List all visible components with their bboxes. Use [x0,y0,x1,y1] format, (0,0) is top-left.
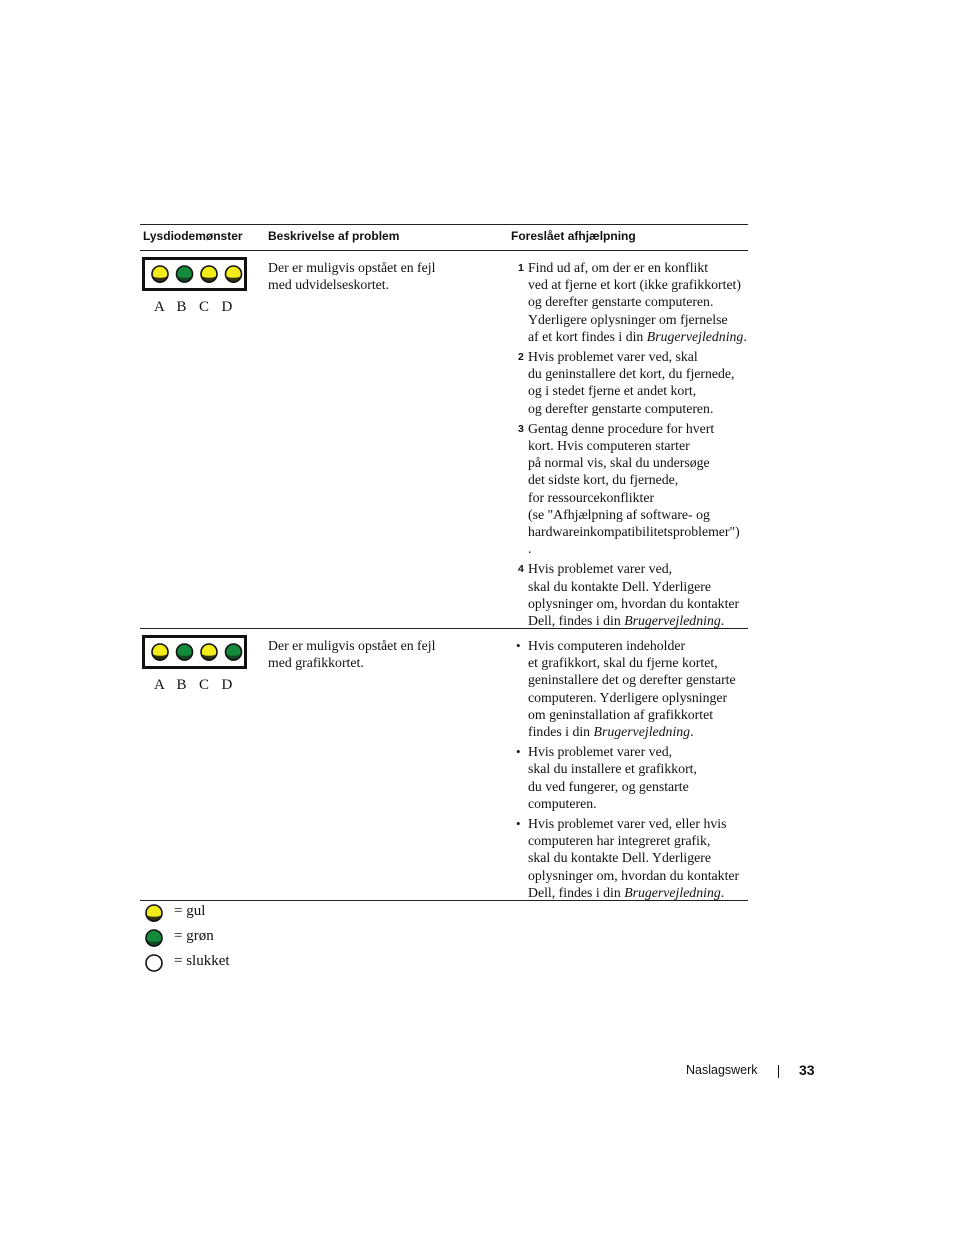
fix-step [518,743,748,812]
led-pattern [142,635,247,669]
led-letter: A [154,677,165,693]
led-letter: C [199,299,210,315]
step-text-tail: . [690,724,694,740]
fix-step [518,348,748,417]
fix-step [518,420,748,558]
led-green [177,266,193,283]
table-header [140,224,748,251]
fix-step [518,637,748,740]
step-text: og i stedet fjerne et andet kort, [528,383,697,399]
led-letter: D [221,299,233,315]
problem-description [268,259,468,293]
step-text: ved at fjerne et kort (ikke grafikkortet) [528,277,741,293]
step-line [528,671,748,688]
step-text: Find ud af, om der er en konflikt [528,260,709,275]
led-letter: D [221,677,233,693]
step-text-tail: . [720,884,725,900]
step-text-tail: . [720,613,725,629]
step-line [528,867,748,884]
step-line [528,489,748,506]
led-letter: B [176,677,187,693]
step-text: findes i din [528,724,594,740]
legend-label: = slukket [174,953,230,969]
step-line [528,849,748,866]
step-text: oplysninger om, hvordan du kontakter [528,595,740,611]
step-text: om geninstallation af grafikkortet [528,706,714,722]
step-number: 1 [518,262,524,274]
step-text: Gentag denne procedure for hvert [528,420,715,436]
legend-label: = grøn [174,928,214,944]
led-green [177,644,193,661]
led-letter: A [154,299,165,315]
led-yellow [201,266,217,283]
step-text: og derefter genstarte computeren. [528,294,714,310]
led-yellow [201,644,217,661]
step-line [528,723,748,740]
manual-reference: Brugervejledning [624,884,721,900]
step-line [528,795,748,812]
step-text: et grafikkort, skal du fjerne kortet, [528,655,718,671]
step-line [528,471,748,488]
step-number: 2 [518,351,524,364]
led-off-icon [144,953,164,973]
step-text: det sidste kort, du fjernede, [528,472,679,488]
step-line [528,311,748,328]
led-off [146,955,162,971]
step-line [528,815,748,832]
header-problem-description: Beskrivelse af problem [268,229,400,243]
step-number: 4 [518,563,524,576]
led-yellow [152,644,168,661]
step-line [528,689,748,706]
step-line [528,595,748,612]
suggested-fix [518,637,748,904]
led-yellow [146,905,162,922]
problem-description [268,637,468,671]
description-line: Der er muligvis opstået en fejl [268,260,436,275]
step-text: . [528,541,532,557]
step-line [528,454,748,471]
step-line [528,259,748,276]
step-line [528,523,748,540]
manual-reference: Brugervejledning [593,724,691,740]
led-letters [154,299,244,316]
table-row [140,629,748,901]
step-text: Dell, findes i din [528,884,625,900]
step-text: (se "Afhjælpning af software- og [528,506,710,522]
fix-step [518,259,748,345]
led-letter: B [176,299,187,315]
description-line: med udvidelseskortet. [268,277,390,293]
step-text: du ved fungerer, og genstarte [528,778,689,794]
bullet-marker: • [516,816,521,832]
step-text: skal du kontakte Dell. Yderligere [528,850,712,866]
step-text: Yderligere oplysninger om fjernelse [528,311,728,327]
step-text: skal du kontakte Dell. Yderligere [528,578,712,594]
step-line [528,637,748,654]
step-line [528,560,748,577]
step-line [528,328,748,345]
header-suggested-fix: Foreslået afhjælpning [511,229,636,243]
step-line [528,348,748,365]
step-text: på normal vis, skal du undersøge [528,455,710,471]
step-line [528,778,748,795]
led-yellow [152,266,168,283]
manual-reference: Brugervejledning [646,328,744,344]
step-text: hardwareinkompatibilitetsproblemer") [528,524,740,540]
footer-section-title: Naslagswerk [686,1063,758,1077]
step-line [528,540,748,557]
step-text: og derefter genstarte computeren. [528,400,714,416]
led-letters [154,677,244,694]
led-green [146,930,162,947]
step-line [528,276,748,293]
led-pattern-graphic [145,638,244,666]
led-yellow-icon [144,903,164,923]
fix-step [518,560,748,629]
suggested-fix [518,259,748,632]
step-text: computeren har integreret grafik, [528,833,711,849]
step-text: Hvis problemet varer ved, skal [528,349,698,365]
step-line [528,293,748,310]
led-pattern-graphic [145,260,244,288]
footer-divider [778,1065,779,1078]
step-line [528,832,748,849]
step-text: du geninstallere det kort, du fjernede, [528,366,735,382]
step-text: computeren. [528,795,597,811]
step-line [528,437,748,454]
step-text: oplysninger om, hvordan du kontakter [528,867,740,883]
step-text: Hvis problemet varer ved, [528,561,673,577]
bullet-marker: • [516,744,521,760]
step-line [528,420,748,437]
table-row [140,251,748,629]
step-line [528,400,748,417]
step-line [528,760,748,777]
manual-reference: Brugervejledning [624,613,721,629]
step-line [528,743,748,760]
step-line [528,884,748,901]
step-text: af et kort findes i din [528,328,647,344]
fix-step [518,815,748,901]
step-line [528,654,748,671]
step-line [528,365,748,382]
led-diagnostic-table [140,224,748,901]
led-pattern [142,257,247,291]
step-text: Dell, findes i din [528,613,625,629]
step-line [528,382,748,399]
step-text-tail: . [743,328,747,344]
step-text: Hvis computeren indeholder [528,638,686,653]
page-number: 33 [799,1062,815,1078]
led-green-icon [144,928,164,948]
led-green [226,644,242,661]
step-text: Hvis problemet varer ved, eller hvis [528,816,727,832]
step-number: 3 [518,422,524,435]
step-line [528,706,748,723]
step-line [528,578,748,595]
led-yellow [226,266,242,283]
step-text: kort. Hvis computeren starter [528,438,690,454]
led-letter: C [199,677,210,693]
step-line [528,506,748,523]
step-text: for ressourcekonflikter [528,489,655,505]
step-line [528,612,748,629]
step-text: skal du installere et grafikkort, [528,761,697,777]
step-text: computeren. Yderligere oplysninger [528,689,728,705]
bullet-marker: • [516,638,521,653]
step-text: geninstallere det og derefter genstarte [528,672,736,688]
step-text: Hvis problemet varer ved, [528,744,673,760]
header-led-pattern: Lysdiodemønster [143,229,243,243]
legend-label: = gul [174,903,206,919]
description-line: Der er muligvis opstået en fejl [268,638,436,653]
description-line: med grafikkortet. [268,655,364,671]
